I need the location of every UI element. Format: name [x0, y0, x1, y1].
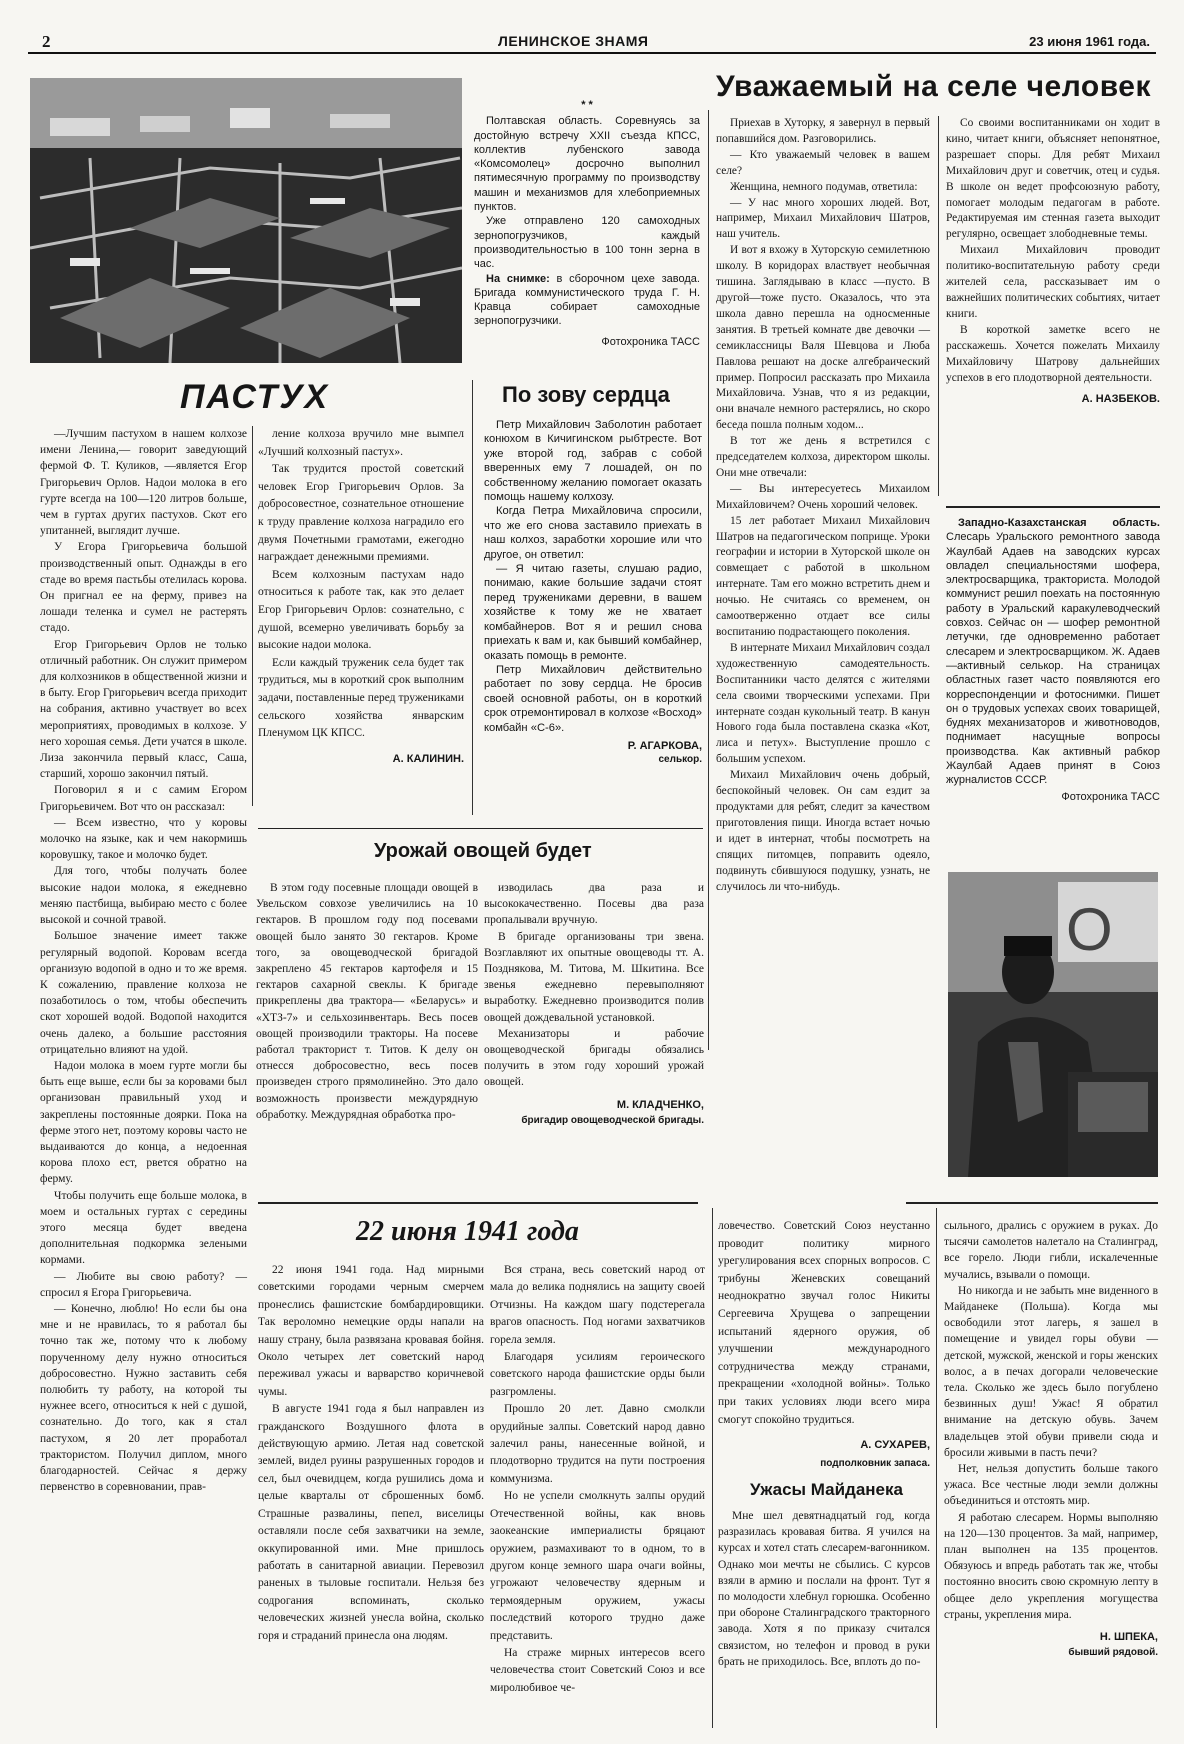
june22-column-2: Вся страна, весь советский народ от мала до велика поднялись на защиту своей Отчизны. На каждом шагу подстерегала врагов опасность. Под ногами захватчиков горела земля. Благодаря усилиям героического советского народа фашистские орды были разгромлены. Прошло 20 лет. Давно смолкли орудийные залпы. Советский народ давно залечил раны, нанесенные войной, и плодотворно трудится на пути построения коммунизма. Но не успели смолкнуть залпы орудий Отечественной войны, как вновь заокеанские империалисты бряцают оружием, размахивают то в одном, то в другом конце земного шара очаги войны, угрожают человечеству ядерным и термоядерным оружием, ужасы последствий которого трудно даже представить. На страже мирных интересов всего человечества стоит Советский Союз и все миролюбивое че- — [490, 1264, 705, 1694]
portrait-image — [948, 872, 1158, 1177]
kazakh-credit: Фотохроника ТАСС — [1061, 790, 1160, 803]
urozhai-column-2: изводилась два раза и высококачественно. Посевы два раза пропалывали вручную. В бригаде организованы три звена. Возглавляют их опытные овощеводы тт. А. Позднякова, М. Титова, М. Шкитина. Все звенья ежедневно перевыполняют выработку. Ежедневно производится полив овощей дождевальной установкой. Механизаторы и рабочие овощеводческой бригады обязались получить в этом году хороший урожай овощей. М. КЛАДЧЕНКО, бригадир овощеводческой бригады. — [484, 880, 704, 1129]
photo-credit: Фотохроника ТАСС — [601, 335, 700, 348]
uzhasy-column-1: Мне шел девятнадцатый год, когда разразилась кровавая битва. Я учился на курсах и хотел стать слесарем-вагонником. Однако мои мечты не сбылись. С курсов взяли в армию и послали на фронт. Тут я по молодости хлебнул горюшка. Особенно при обороне Сталинградского тракторного завода. Хотя я по приказу считался связистом, но телефон и провод в руки брать не приходилось. Все, вплоть до по- — [718, 1510, 930, 1668]
svg-text:О: О — [1066, 896, 1113, 963]
factory-photo — [30, 78, 462, 363]
adaev-photo — [948, 872, 1158, 1177]
june22-column-3: ловечество. Советский Союз неустанно проводит политику мирного урегулирования всех спорных вопросов. С трибуны Женевских совещаний неоднократно звучал голос Никиты Сергеевича Хрущева о запрещении испытаний ядерного оружия, об улучшении международного сотрудничества между странами, прекращении «холодной войны». Только при таких условиях люди всего мира смогут спокойно трудиться. А. СУХАРЕВ, подполковник запаса. — [718, 1218, 930, 1472]
headline-uvazhaemy: Уважаемый на селе человек — [716, 70, 1151, 103]
assembly-shop-image — [30, 78, 462, 363]
photo-caption — [474, 98, 700, 349]
page-header — [28, 30, 1156, 54]
pastukh-column-2: ление колхоза вручило мне вымпел «Лучший колхозный пастух». Так трудится простой советский человек Егор Григорьевич Орлов. За добросовестное, сознательное отношение к труду правление колхоза наградило его двумя Почетными грамотами, ежегодно награждает денежными премиями. Всем колхозным пастухам надо относиться к работе так, как это делает Егор Григорьевич Орлов: сознательно, с душой, всемерно увеличивать борьбу за высокие надои молока. Если каждый труженик села будет так трудиться, мы в короткий срок выполним задачи, поставленные перед тружениками сельского хозяйства январским Пленумом ЦК КПСС. А. КАЛИНИН. — [258, 426, 464, 768]
headline-uzhasy: Ужасы Майданека — [750, 1480, 903, 1499]
headline-urozhai: Урожай овощей будет — [374, 840, 592, 862]
kazakh-news — [946, 516, 1160, 804]
author-sukharev: А. СУХАРЕВ, — [860, 1439, 930, 1452]
kazakh-text: Слесарь Уральского ремонтного завода Жаулбай Адаев на заводских курсах овладел специальностями шофера, электросварщика, тракториста. Молодой коммунист решил поехать на постоянную работу в Уральский каракулеводческий совхоз. Сейчас он — шофер ремонтной летучки, где одновременно работает слесарем и электросварщиком. Ж. Адаев—активный селькор. На страницах областных газет часто появляются его корреспонденции и фотоснимки. Пишет он о трудовых успехах своих товарищей, буднях механизаторов и животноводов, поднимает насущные вопросы производства. Как активный рабкор Жаулбай Адаев принят в Союз журналистов СССР. — [946, 531, 1160, 787]
author-shpeka: Н. ШПЕКА, — [1099, 1631, 1158, 1644]
po-zovu-text: Петр Михайлович Заболотин работает конюхом в Кичигинском рыбтресте. Вот уже второй год, забрав с собой вверенных ему 7 лошадей, он по собственному желанию помогает оказать помощь нашему колхозу. Когда Петра Михайловича спросили, что же его снова заставило приехать в наш колхоз, заработки хорошие или что другое, он ответил: — Я читаю газеты, слушаю радио, понимаю, какие большие задачи стоят перед тружениками деревни, в вашем хозяйстве к тому же не хватает комбайнеров. Вот я и решил снова приехать к вам и, как бывший комбайнер, оказать помощь в ремонте. Петр Михайлович действительно работает по зову сердца. Не бросив своей основной работы, он в короткий срок отремонтировал в колхозе «Восход» комбайн «С-6». Р. АГАРКОВА, селькор. — [484, 418, 702, 768]
author-agarkova: Р. АГАРКОВА, — [627, 739, 702, 752]
author-shpeka-role: бывший рядовой. — [1068, 1647, 1158, 1659]
caption-stars: * * — [581, 99, 593, 111]
page-number: 2 — [42, 32, 51, 51]
caption-paragraph-2: Уже отправлено 120 самоходных зернопогрузчиков, каждый производительностью в 100 тонн зерна в час. — [474, 215, 700, 271]
newspaper-title: ЛЕНИНСКОЕ ЗНАМЯ — [498, 33, 649, 49]
author-kladchenko: М. КЛАДЧЕНКО, — [616, 1098, 704, 1111]
author-sukharev-role: подполковник запаса. — [820, 1457, 930, 1469]
urozhai-column-1: В этом году посевные площади овощей в Увельском совхозе увеличились на 10 гектаров. В прошлом году под посевами овощей было занято 30 гектаров. Кроме того, за овощеводческой бригадой закреплено 45 гектаров картофеля и 15 гектаров сахарной свеклы. К бригаде прикреплены два трактора— «Беларусь» и «ХТЗ-7» и сельхозинвентарь. Весь посев овощей производили тракторы. На посеве работал тракторист т. Титов. К делу он отнесся добросовестно, весь посев произведен строго прямолинейно. Это дало возможность произвести междурядную обработку. Междурядная обработка про- — [256, 882, 478, 1121]
kazakh-lead: Западно-Казахстанская область. — [958, 517, 1160, 529]
author-agarkova-role: селькор. — [658, 754, 702, 766]
headline-june22: 22 июня 1941 года — [356, 1216, 579, 1247]
headline-pastukh: ПАСТУХ — [180, 378, 330, 416]
uvazhaemy-column-2: Со своими воспитанниками он ходит в кино, читает книги, объясняет непонятное, разрешает споры. Для ребят Михаил Михайлович друг и советчик, отец и судья. В школе он ведет профсоюзную работу, помогает молодым педагогам в работе. Редактируемая им стенная газета выходит регулярно, освещает злободневные темы. Михаил Михайлович проводит политико-воспитательную работу среди жителей села, рассказывает им о важнейших политических событиях, читает книги. В короткой заметке всего не расскажешь. Хочется пожелать Михаилу Михайловичу Шатрову дальнейших успехов в его плодотворной деятельности. А. НАЗБЕКОВ. — [946, 116, 1160, 408]
june22-column-1: 22 июня 1941 года. Над мирными советскими городами черным смерчем пронеслись фашистские бомбардировщики. Так вероломно немецкие орды напали на нашу страну, была развязана кровавая бойня. Около четырех лет советский народ переживал ужасы и варварство коричневой чумы. В августе 1941 года я был направлен из гражданского Воздушного флота в действующую армию. Летая над советской землей, видел руины разрушенных городов и сел, был очевидцем, когда рушились дома и целые кварталы от сброшенных бомб. Страшные развалины, пепел, виселицы оставляли после себя захватчики на земле, оккупированной ими. Мне пришлось работать в санитарной авиации. Перевозил раненых в тыловые госпитали. Нельзя без содрогания вспоминать, сколько человеческих жизней унесла война, сколько горя и страданий принесла она людям. — [258, 1264, 484, 1642]
caption-paragraph-3: в сборочном цехе завода. Бригада коммунистического труда Г. Н. Кравца собирает самоходные зернопогрузчики. — [474, 272, 700, 328]
uvazhaemy-column-1: Приехав в Хуторку, я завернул в первый попавшийся дом. Разговорились. — Кто уважаемый человек в вашем селе? Женщина, немного подумав, ответила: — У нас много хороших людей. Вот, например, Михаил Михайлович Шатров, наш учитель. И вот я вхожу в Хуторскую семилетнюю школу. В коридорах властвует необычная тишина. Заглядываю в класс —пусто. В другой—тоже пусто. Оказалось, что эта школа давно перешла на односменные занятия. В третьей комнате две девочки —семиклассницы Валя Шевцова и Люба Павлова решают на доске алгебраический пример. Попросил рассказать про Михаила Михайловича. Узнав, что я из редакции, они вначале немного растерялись, но скоро беседа пошла полным ходом... В тот же день я встретился с председателем колхоза, директором школы. Они мне отвечали: — Вы интересуетесь Михаилом Михайловичем? Очень хороший человек. 15 лет работает Михаил Михайлович Шатров на педагогическом поприще. Уроки географии и истории в Хуторской школе он совмещает с работой в школьном интернате. Там его можно встретить днем и ночью. Не считаясь со временем, он самоотверженно отдает все силы воспитанию подрастающего поколения. В интернате Михаил Михайлович создал художественную самодеятельность. Воспитанники часто делятся с жителями села своими творческими успехами. При интернате создан кукольный театр. В канун Нового года была поставлена сказка «Кот, лиса и петух». Выступление прошло с большим успехом. Михаил Михайлович очень добрый, беспокойный человек. Он сам ездит за продуктами для ребят, следит за качеством приготовления пищи. Иногда встает ночью и идет в интернат, чтобы посмотреть на спящих питомцев, поправить одеяло, подвинуть сбившуюся подушку, узнать, не случилось ли что-нибудь. — [716, 117, 930, 893]
headline-po-zovu: По зову сердца — [502, 382, 670, 407]
author-kalinin: А. КАЛИНИН. — [392, 752, 464, 765]
issue-date: 23 июня 1961 года. — [1029, 34, 1150, 49]
author-nazbekov: А. НАЗБЕКОВ. — [1081, 393, 1160, 406]
author-kladchenko-role: бригадир овощеводческой бригады. — [521, 1114, 704, 1126]
uzhasy-column-2: сыльного, дрались с оружием в руках. До тысячи самолетов налетало на Сталинград, все горело. Люди гибли, искалеченные мучались, взывали о помощи. Но никогда и не забыть мне виденного в Майданеке (Польша). Когда мы освободили этот лагерь, я зашел в помещение и увидел горы обуви — детской, мужской, женской и горы женских волос, а в печах догорали человеческие тела. Сколько же здесь было погублено безвинных душ! Ужас! Я обратил внимание на детскую обувь. Зачем владельцев этой обуви привели сюда и бросили живыми в пасть печи? Нет, нельзя допустить больше такого ужаса. Все честные люди земли должны объединиться и отстоять мир. Я работаю слесарем. Нормы выполняю на 120—130 процентов. За май, например, план выполнен на 135 процентов. Обязуюсь и впредь работать так же, чтобы постоянно вносить свою скромную лепту в общее дело укрепления могущества страны, укрепления мира. Н. ШПЕКА, бывший рядовой. — [944, 1218, 1158, 1661]
caption-label: На снимке: — [486, 272, 550, 285]
caption-paragraph-1: Полтавская область. Соревнуясь за достойную встречу XXII съезда КПСС, коллектив лубенского завода «Комсомолец» досрочно выполнил пятимесячную программу по производству машин и механизмов для хлебоприемных пунктов. — [474, 115, 700, 214]
pastukh-column-1: —Лучшим пастухом в нашем колхозе имени Ленина,— говорит заведующий фермой Ф. Т. Куликов, —является Егор Григорьевич Орлов. Надои молока в его гурте всегда на 100—120 литров больше, чем в гуртах других пастухов. Скот его упитанней, выглядит лучше. У Егора Григорьевича большой производственный опыт. Однажды в его стаде во время пастьбы отелилась корова. Он пригнал ее на ферму, привез на лошади теленка и сумел не растерять стадо. Егор Григорьевич Орлов не только отличный работник. Он служит примером для колхозников в общественной жизни и в быту. Егор Григорьевич всегда приходит на собрания, активно участвует во всех мероприятиях, проводимых в колхозе. У него хорошая семья. Дети учатся в школе. Лиза закончила первый класс, Саша, старший, хорошо закончил пятый. Поговорил я и с самим Егором Григорьевичем. Вот что он рассказал: — Всем известно, что у коровы молочко на языке, как и чем накормишь коровушку, такое и молочко будет. Для того, чтобы получать более высокие надои молока, я ежедневно меняю пастбища, выбираю место с более высокой и сочной травой. Большое значение имеет также регулярный водопой. Коровам всегда организую водопой в одно и то же время. К сожалению, правление колхоза не позаботилось о том, чтобы обеспечить скот хорошей водой. Водопой находится очень далеко, а большие расстояния отрицательно влияют на удой. Надои молока в моем гурте могли бы быть еще выше, если бы за коровами был организован правильный уход и закреплены постоянные доярки. Пока на ферме этого нет, поэтому коровы часто не выдаиваются до конца, а недоенная корова плохо ест, рвется обратно на ферму. Чтобы получить еще больше молока, в моем и остальных гуртах с середины этого месяца будет введена дополнительная подкормка зелеными кормами. — Любите вы свою работу? — спросил я Егора Григорьевича. — Конечно, люблю! Но если бы она мне и не нравилась, то я работал бы точно так же, потому что к любому порученному делу нужно относиться добросовестно. Нужно заставить себя полюбить ту работу, на которой ты нужнее всего, относиться к ней с душой, сознательно. До того, как я стал пастухом, я 20 лет проработал трактористом. Получил диплом, много благодарностей. Сейчас я держу первенство в соревновании, прав- — [40, 428, 247, 1494]
